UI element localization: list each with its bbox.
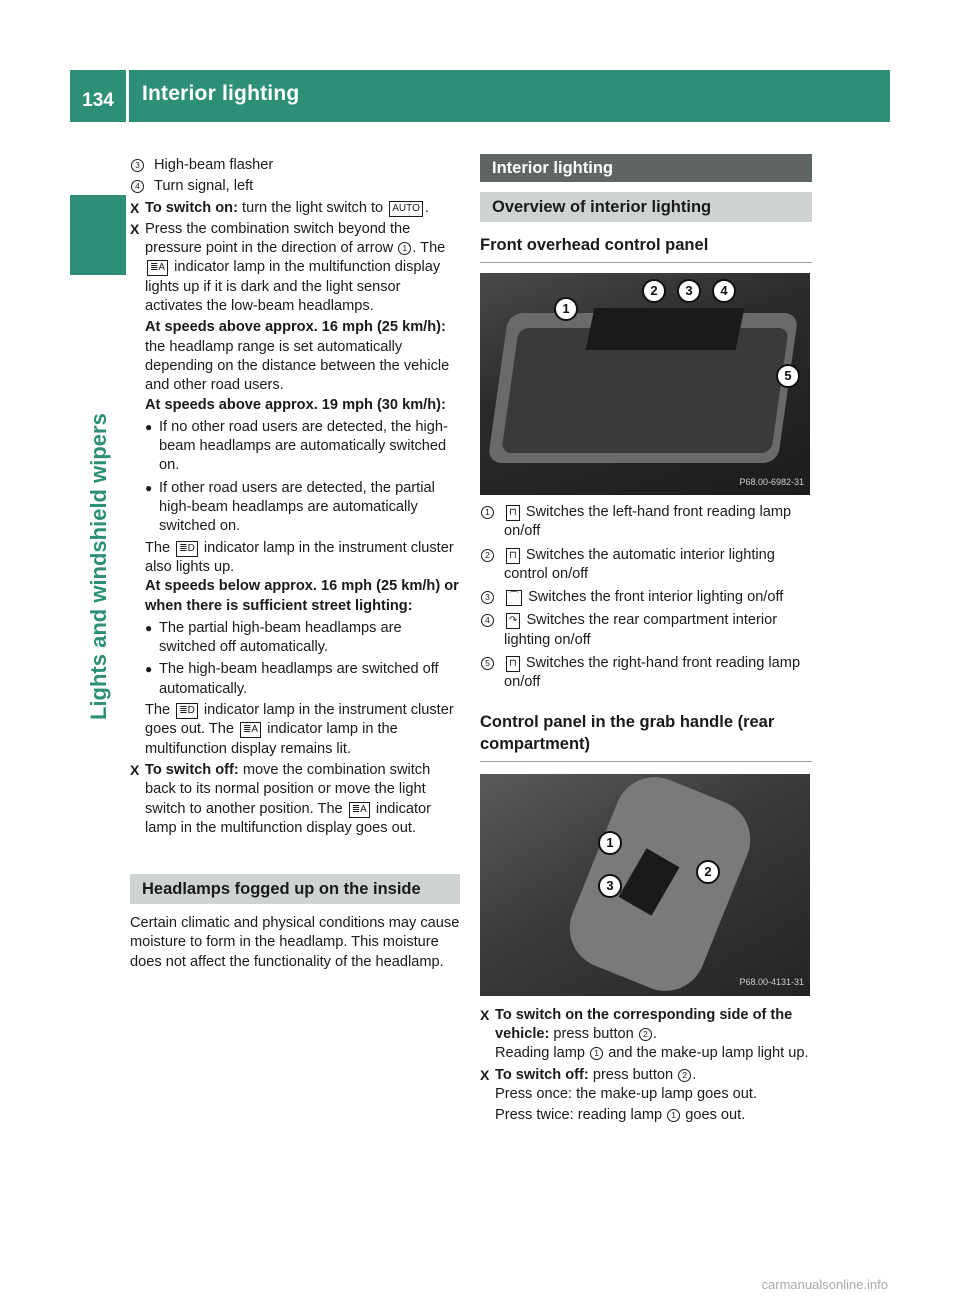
bullet-text: The partial high-beam headlamps are switched off automatically. <box>159 619 402 656</box>
bullet-item <box>145 619 460 658</box>
step-text: goes out. <box>685 1107 746 1124</box>
callout-number: 2 <box>639 1028 652 1041</box>
button-strip <box>586 308 745 350</box>
legend-text: Switches the left-hand front reading lamp on/off <box>504 504 792 540</box>
speed-heading: At speeds below approx. 16 mph (25 km/h) or when there is sufficient street lighting: <box>145 578 459 614</box>
speed-heading: At speeds above approx. 16 mph (25 km/h): <box>145 319 446 336</box>
paragraph-text: Certain climatic and physical conditions may cause moisture to form in the headlamp. This moisture does not affect the functionality of the headlamp. <box>130 915 460 970</box>
callout-marker: 1 <box>554 297 578 321</box>
callout-number: 3 <box>481 591 494 604</box>
instruction-step <box>130 199 460 218</box>
instruction-step <box>130 220 460 415</box>
page-title: Interior lighting <box>142 82 300 105</box>
step-arrow-icon: X <box>480 1006 490 1023</box>
callout-number: 1 <box>590 1047 603 1060</box>
step-text: move the combination switch back to its normal position or move the light switch to another position. <box>145 761 431 817</box>
side-tab-marker <box>70 195 126 275</box>
callout-marker: 4 <box>712 279 736 303</box>
paragraph-text: indicator lamp in the instrument cluster goes out. The <box>145 702 454 738</box>
step-label: To switch off: <box>145 761 239 778</box>
adaptive-highbeam-icon: ≣A <box>147 260 168 276</box>
auto-lighting-icon: ⊓ <box>506 548 520 564</box>
step-text: Reading lamp <box>495 1045 586 1062</box>
legend-item <box>480 654 812 693</box>
header-divider <box>126 70 129 122</box>
bullet-item <box>145 479 460 537</box>
punctuation: . <box>692 1066 697 1083</box>
punctuation: . <box>424 199 429 216</box>
step-text: turn the light switch to <box>242 199 384 216</box>
watermark: carmanualsonline.info <box>761 1277 888 1292</box>
legend-text: Switches the front interior lighting on/off <box>528 589 784 606</box>
bullet-item <box>145 418 460 476</box>
step-text: Press twice: reading lamp <box>495 1107 663 1124</box>
bullet-text: If other road users are detected, the partial high-beam headlamps are automatically switched on. <box>159 479 435 535</box>
reading-lamp-icon: ⊓ <box>506 656 520 672</box>
callout-number: 2 <box>678 1069 691 1082</box>
grab-handle-panel-photo <box>480 774 810 996</box>
legend-item <box>480 503 812 542</box>
step-text: indicator lamp in the multifunction display goes out. <box>145 800 432 836</box>
list-item-text: Turn signal, left <box>154 178 254 195</box>
bullet-icon: ● <box>145 419 153 434</box>
front-interior-light-icon: ⌒ <box>506 590 522 606</box>
adaptive-highbeam-icon: ≣A <box>349 802 370 818</box>
legend-text: Switches the right-hand front reading lamp on/off <box>504 655 801 691</box>
callout-marker: 3 <box>677 279 701 303</box>
callout-marker: 2 <box>642 279 666 303</box>
subsection-heading: Front overhead control panel <box>480 234 812 263</box>
instruction-step <box>130 761 460 838</box>
photo-reference: P68.00-4131-31 <box>739 977 804 988</box>
instruction-step <box>480 1066 812 1126</box>
step-label: To switch off: <box>495 1066 589 1083</box>
legend-item <box>480 611 812 650</box>
step-text: Press once: the make-up lamp goes out. <box>495 1085 758 1102</box>
step-text: indicator lamp in the multifunction display lights up if it is dark and the light sensor activates the low-beam headlamps. <box>145 259 441 315</box>
step-label: To switch on: <box>145 199 238 216</box>
adaptive-highbeam-icon: ≣A <box>240 722 261 738</box>
legend-item <box>480 546 812 585</box>
left-column <box>130 156 460 972</box>
step-text: press button <box>592 1066 674 1083</box>
paragraph-text: indicator lamp in the multifunction display remains lit. <box>145 721 398 757</box>
front-panel-legend <box>480 503 812 693</box>
callout-marker: 3 <box>598 874 622 898</box>
step-arrow-icon: X <box>130 761 140 778</box>
step-text: and the make-up lamp light up. <box>608 1045 809 1062</box>
list-item <box>130 177 460 196</box>
auto-symbol-icon: AUTO <box>389 201 423 217</box>
rear-interior-light-icon: ↷ <box>506 613 520 629</box>
callout-number: 3 <box>131 159 144 172</box>
bullet-text: The high-beam headlamps are switched off automatically. <box>159 661 439 697</box>
bullet-icon: ● <box>145 620 153 635</box>
callout-marker: 5 <box>776 364 800 388</box>
highbeam-icon: ≣D <box>176 703 198 719</box>
legend-text: Switches the automatic interior lighting control on/off <box>504 546 775 582</box>
callout-number: 5 <box>481 657 494 670</box>
section-heading: Overview of interior lighting <box>480 192 812 222</box>
bullet-text: If no other road users are detected, the high-beam headlamps are automatically switched on. <box>159 418 448 474</box>
list-item <box>130 156 460 175</box>
front-overhead-panel-photo <box>480 273 810 495</box>
photo-reference: P68.00-6982-31 <box>739 476 804 487</box>
bullet-icon: ● <box>145 662 153 677</box>
callout-number: 1 <box>667 1109 680 1122</box>
step-text: press button <box>553 1025 634 1042</box>
bullet-item <box>145 660 460 699</box>
side-tab-label: Lights and windshield wipers <box>86 413 111 720</box>
instruction-step <box>480 1006 812 1064</box>
step-text: The <box>420 240 446 257</box>
step-arrow-icon: X <box>480 1066 490 1083</box>
subsection-heading: Control panel in the grab handle (rear compartment) <box>480 711 812 762</box>
section-title: Interior lighting <box>480 154 812 182</box>
legend-item <box>480 588 812 607</box>
callout-marker: 2 <box>696 860 720 884</box>
legend-text: Switches the rear compartment interior lighting on/off <box>504 612 778 648</box>
step-arrow-icon: X <box>130 220 140 237</box>
paragraph-text: The <box>145 702 171 719</box>
callout-number: 1 <box>481 506 494 519</box>
step-text: The <box>317 800 343 817</box>
step-text: Press the combination switch beyond the pressure point in the direction of arrow <box>145 220 411 257</box>
speed-heading: At speeds above approx. 19 mph (30 km/h): <box>145 396 446 413</box>
bullet-icon: ● <box>145 480 153 495</box>
page-number: 134 <box>82 90 114 111</box>
paragraph-text: The <box>145 539 171 556</box>
right-column <box>480 154 812 1125</box>
speed-text: the headlamp range is set automatically depending on the distance between the vehicle and other road users. <box>145 338 450 394</box>
step-label: To switch on the corresponding side of the vehicle: <box>495 1006 793 1042</box>
callout-number: 2 <box>481 549 494 562</box>
callout-number: 4 <box>481 614 494 627</box>
paragraph-text: indicator lamp in the instrument cluster also lights up. <box>145 539 454 575</box>
list-item-text: High-beam flasher <box>154 157 274 173</box>
step-arrow-icon: X <box>130 199 140 216</box>
callout-marker: 1 <box>598 831 622 855</box>
highbeam-icon: ≣D <box>176 541 198 557</box>
section-heading: Headlamps fogged up on the inside <box>130 874 460 904</box>
punctuation: . <box>412 240 417 257</box>
punctuation: . <box>652 1025 657 1042</box>
reading-lamp-icon: ⊓ <box>506 505 520 521</box>
callout-number: 4 <box>131 180 144 193</box>
callout-number: 1 <box>398 242 411 255</box>
